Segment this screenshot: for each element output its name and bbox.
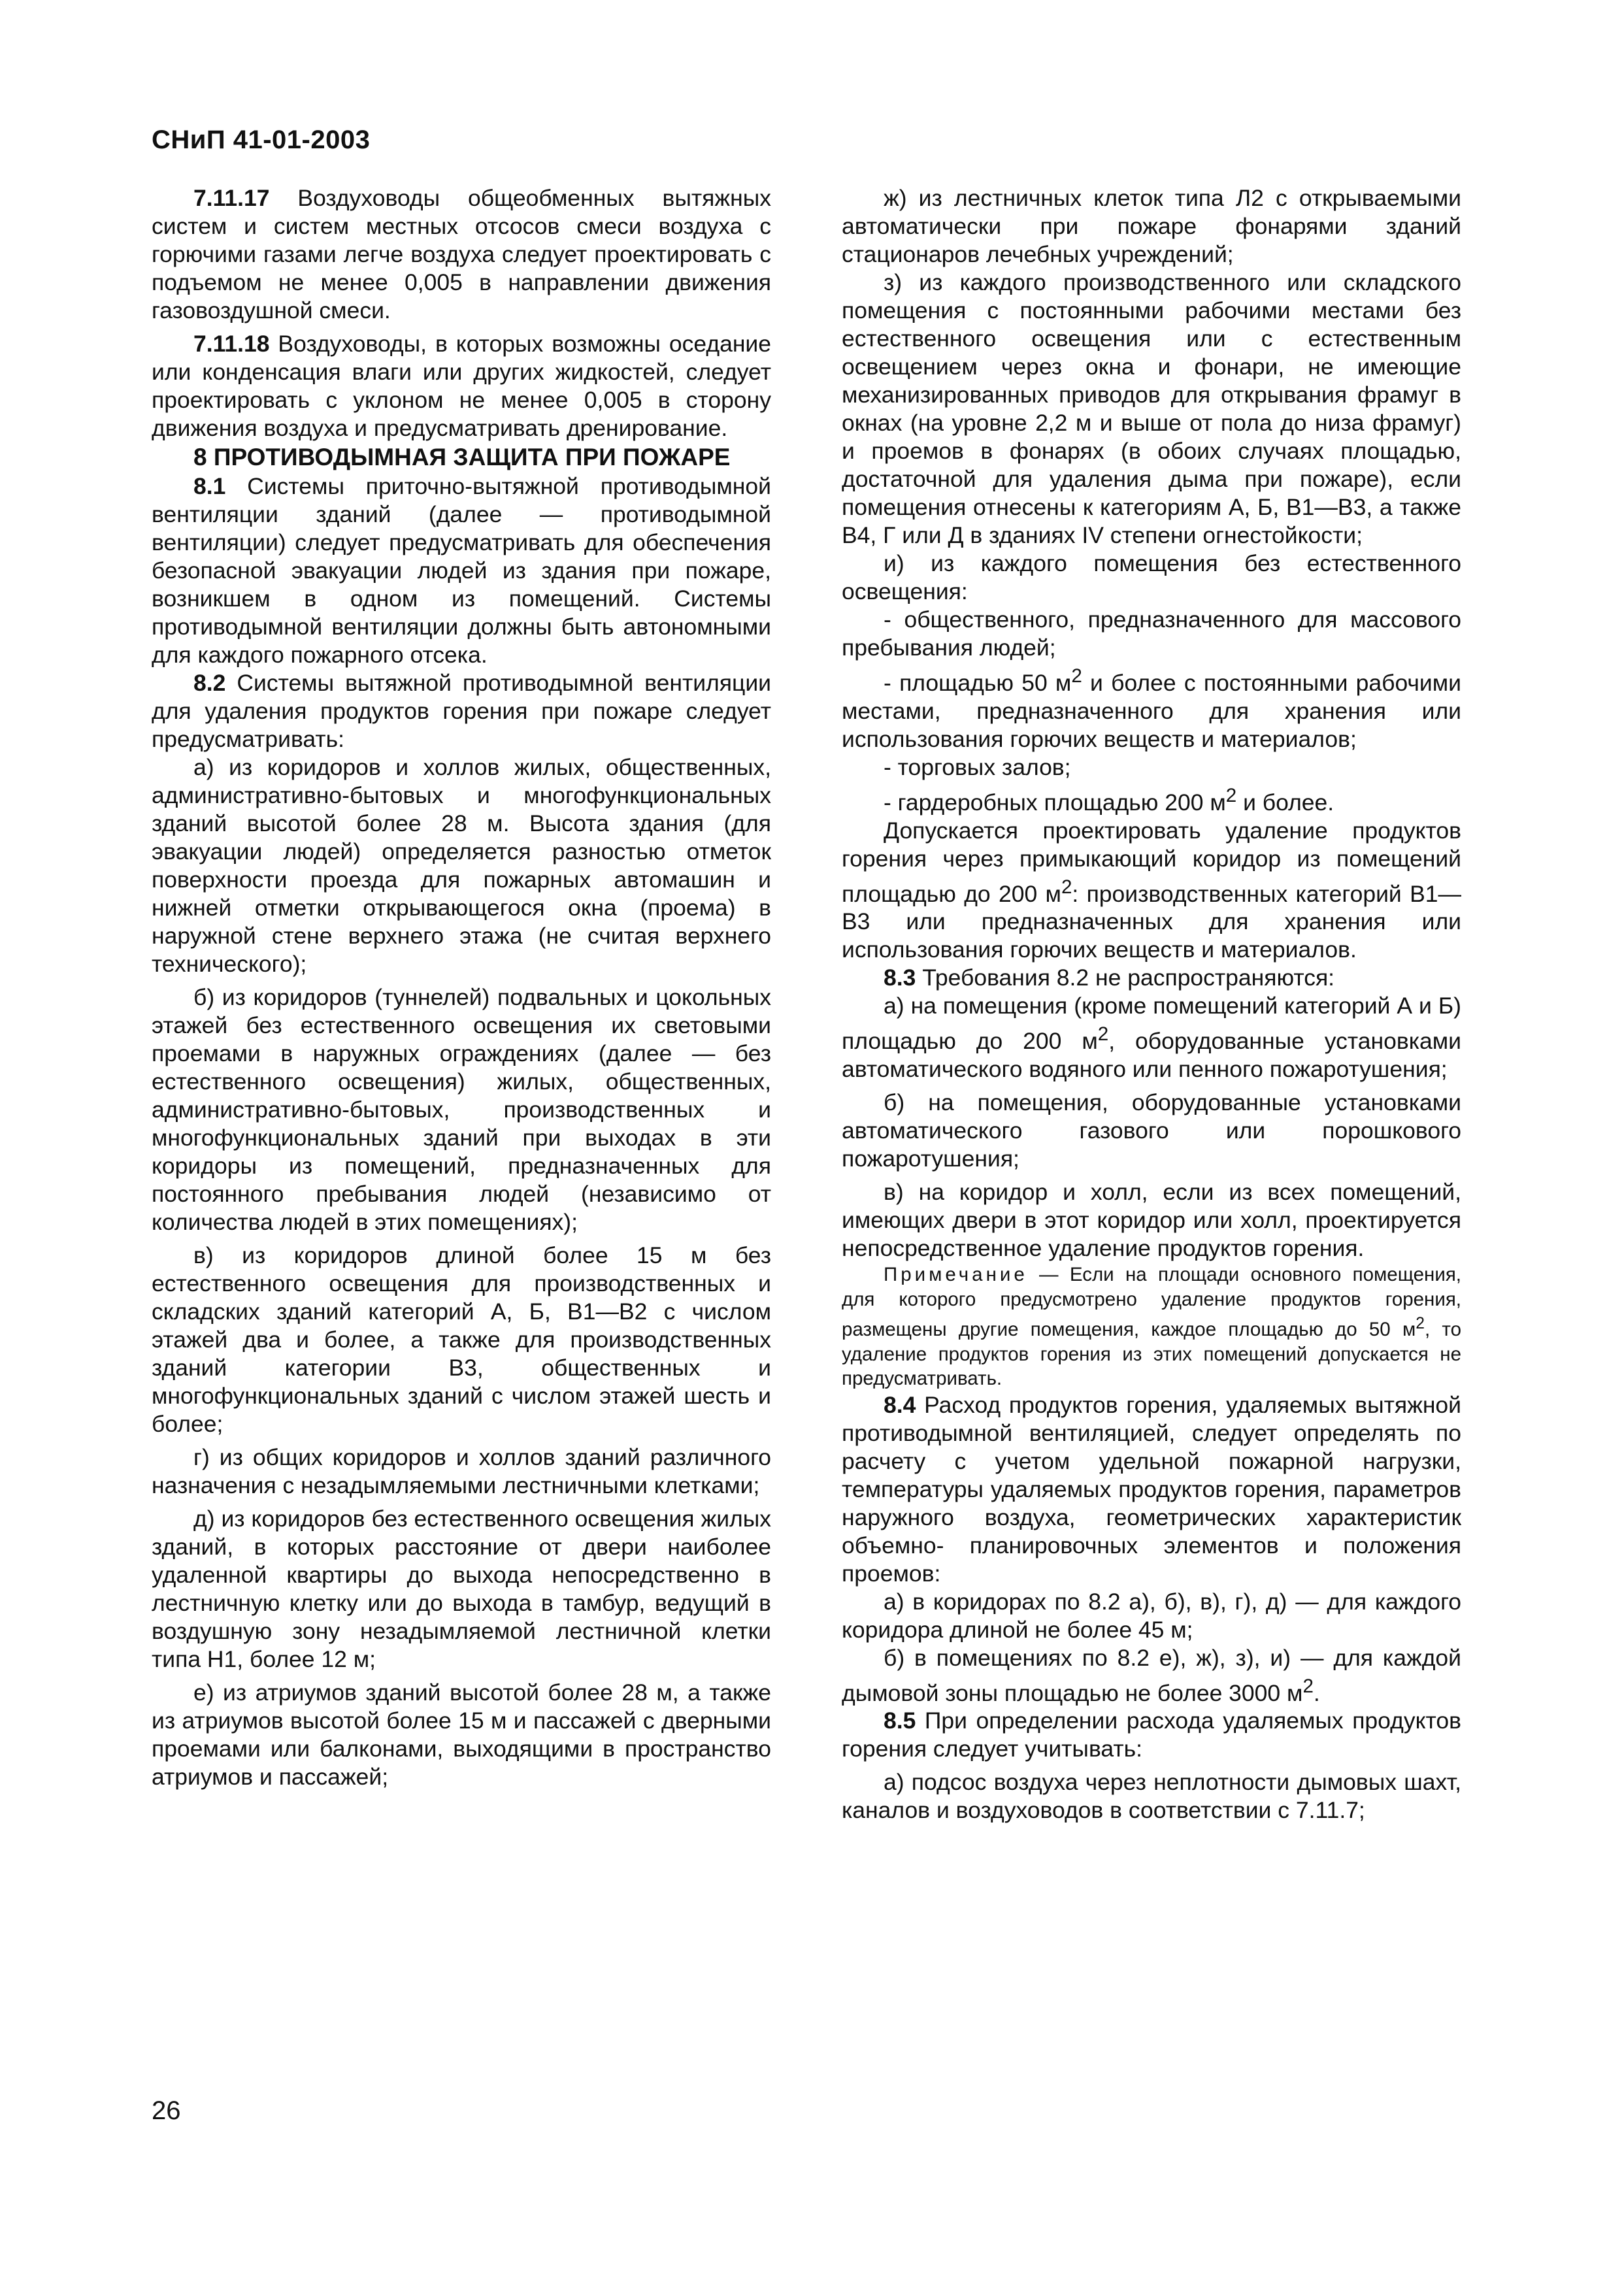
note-text: , то удаление продуктов горения из этих помещений допускается не предусматривать. <box>842 1319 1461 1390</box>
clause-text: Системы приточно-вытяжной противодымной вентиляции зданий (далее — противодымной вентиляции) следует предусматривать для обеспечения безопасной эвакуации людей из здания при пожаре, возникшем в одном из помещений. Системы противодымной вентиляции должны быть автономными для каждого пожарного отсека. <box>152 473 771 668</box>
clause-number: 8.1 <box>193 473 226 499</box>
clause-8-3 <box>842 964 1461 992</box>
list-item-8-4-b <box>842 1644 1461 1707</box>
text-part: б) в помещениях по 8.2 е), ж), з), и) — для каждой дымовой зоны площадью не более 3000 м <box>842 1644 1461 1706</box>
clause-number: 7.11.17 <box>193 185 270 211</box>
note-text: — Если на площади основного помещения, для которого предусмотрено удаление продуктов горения, размещены другие помещения, каждое площадью до 50 м <box>842 1264 1461 1341</box>
superscript: 2 <box>1302 1675 1314 1697</box>
list-item-i: и) из каждого помещения без естественного освещения: <box>842 550 1461 604</box>
clause-number: 8.5 <box>884 1707 916 1734</box>
superscript: 2 <box>1061 876 1072 898</box>
left-column <box>152 184 771 1791</box>
list-item-zh: ж) из лестничных клеток типа Л2 с открываемыми автоматически при пожаре фонарями зданий стационаров лечебных учреждений; <box>842 185 1461 267</box>
clause-text: Воздуховоды, в которых возможны оседание или конденсация влаги или других жидкостей, следует проектировать с уклоном не менее 0,005 в сторону движения воздуха и предусматривать дренирование. <box>152 331 771 441</box>
clause-number: 7.11.18 <box>193 331 270 357</box>
right-column <box>842 184 1461 1824</box>
list-item-d: д) из коридоров без естественного освещения жилых зданий, в которых расстояние от двери наиболее удаленной квартиры до выхода непосредственно в лестничную клетку или до выхода в тамбур, ведущий в воздушную зону незадымляемой лестничной клетки типа Н1, более 12 м; <box>152 1506 771 1672</box>
clause-number: 8.3 <box>884 965 916 991</box>
text-part: и более с постоянными рабочими местами, предназначенного для хранения или использования горючих веществ и материалов; <box>842 669 1461 752</box>
text-part: , оборудованные установками автоматического водяного или пенного пожаротушения; <box>842 1028 1461 1083</box>
clause-text: Системы вытяжной противодымной вентиляции для удаления продуктов горения при пожаре следует предусматривать: <box>152 670 771 752</box>
list-item-g: г) из общих коридоров и холлов зданий различного назначения с незадымляемыми лестничными клетками; <box>152 1444 771 1498</box>
superscript: 2 <box>1071 665 1082 687</box>
list-item-a: а) из коридоров и холлов жилых, общественных, административно-бытовых и многофункциональных зданий высотой более 28 м. Высота здания (для эвакуации людей) определяется разностью отметок поверхности проезда для пожарных автомашин и нижней отметки открывающегося окна (проема) в наружной стене верхнего этажа (не считая верхнего технического); <box>152 754 771 977</box>
note-label: Примечание <box>884 1264 1028 1286</box>
superscript: 2 <box>1416 1315 1425 1333</box>
list-item-z: з) из каждого производственного или складского помещения с постоянными рабочими местами без естественного освещения или с естественным освещением через окна и фонари, не имеющие механизированных приводов для открывания фрамуг в окнах (на уровне 2,2 м и выше от пола до низа фрамуг) и проемов в фонарях (в обоих случаях площадью, достаточной для удаления дыма при пожаре), если помещения отнесены к категориям А, Б, В1—В3, а также В4, Г или Д в зданиях IV степени огнестойкости; <box>842 269 1461 548</box>
superscript: 2 <box>1225 784 1237 806</box>
list-item-8-3-b: б) на помещения, оборудованные установками автоматического газового или порошкового пожаротушения; <box>842 1089 1461 1172</box>
clause-number: 8.2 <box>193 670 226 696</box>
clause-text: Воздуховоды общеобменных вытяжных систем и систем местных отсосов смеси воздуха с горючими газами легче воздуха следует проектировать с подъемом не менее 0,005 в направлении движения газовоздушной смеси. <box>152 185 771 323</box>
document-code-header: СНиП 41-01-2003 <box>152 125 371 154</box>
clause-8-2 <box>152 669 771 753</box>
dash-item-cloakrooms <box>842 782 1461 817</box>
list-item-8-3-v: в) на коридор и холл, если из всех помещений, имеющих двери в этот коридор или холл, проектируется непосредственное удаление продуктов горения. <box>842 1179 1461 1262</box>
list-item-b: б) из коридоров (туннелей) подвальных и цокольных этажей без естественного освещения их световыми проемами в наружных ограждениях (далее — без естественного освещения) жилых, общественных, административно-бытовых, производственных и многофункциональных зданий при выходах в эти коридоры из помещений, предназначенных для постоянного пребывания людей (независимо от количества людей в этих помещениях); <box>152 984 771 1235</box>
text-part: - площадью 50 м <box>884 669 1072 696</box>
text-part: Допускается проектировать удаление продуктов горения через примыкающий коридор из помещений площадью до 200 м <box>842 817 1461 907</box>
clause-8-1 <box>152 472 771 669</box>
allowed-paragraph <box>842 817 1461 965</box>
list-item-v: в) из коридоров длиной более 15 м без естественного освещения для производственных и складских зданий категорий А, Б, В1—В2 с числом этажей два и более, а также для производственных зданий категории В3, общественных и многофункциональных зданий с числом этажей шесть и более; <box>152 1242 771 1437</box>
clause-text: Расход продуктов горения, удаляемых вытяжной противодымной вентиляцией, следует определять по расчету с учетом удельной пожарной нагрузки, температуры удаляемых продуктов горения, параметров наружного воздуха, геометрических характеристик объемно- планировочных элементов и положения проемов: <box>842 1391 1461 1587</box>
list-item-8-3-a <box>842 992 1461 1083</box>
section-title: 8 ПРОТИВОДЫМНАЯ ЗАЩИТА ПРИ ПОЖАРЕ <box>193 444 731 470</box>
clause-8-4 <box>842 1391 1461 1588</box>
text-part: и более. <box>1236 789 1334 816</box>
clause-text: При определении расхода удаляемых продуктов горения следует учитывать: <box>842 1707 1461 1762</box>
clause-8-5 <box>842 1707 1461 1763</box>
list-item-e: е) из атриумов зданий высотой более 28 м, а также из атриумов высотой более 15 м и пассажей с дверными проемами или балконами, выходящими в пространство атриумов и пассажей; <box>152 1679 771 1790</box>
clause-7-11-18 <box>152 330 771 442</box>
list-item-8-5-a: а) подсос воздуха через неплотности дымовых шахт, каналов и воздуховодов в соответствии с 7.11.7; <box>842 1769 1461 1824</box>
text-part: а) на помещения (кроме помещений категорий А и Б) площадью до 200 м <box>842 993 1461 1055</box>
dash-item-public: - общественного, предназначенного для массового пребывания людей; <box>842 606 1461 661</box>
clause-7-11-17 <box>152 184 771 325</box>
clause-number: 8.4 <box>884 1391 916 1418</box>
clause-text: Требования 8.2 не распространяются: <box>916 965 1335 991</box>
text-part: - гардеробных площадью 200 м <box>884 789 1226 816</box>
superscript: 2 <box>1097 1023 1109 1046</box>
dash-item-area-50 <box>842 662 1461 753</box>
dash-item-trade-halls: - торговых залов; <box>884 753 1071 780</box>
list-item-8-4-a: а) в коридорах по 8.2 а), б), в), г), д) — для каждого коридора длиной не более 45 м; <box>842 1588 1461 1643</box>
text-part: . <box>1313 1679 1320 1706</box>
note-paragraph <box>842 1262 1461 1391</box>
text-part: : производственных категорий В1—В3 или предназначенных для хранения или использования горючих веществ и материалов. <box>842 880 1461 963</box>
page-number: 26 <box>152 2096 181 2125</box>
